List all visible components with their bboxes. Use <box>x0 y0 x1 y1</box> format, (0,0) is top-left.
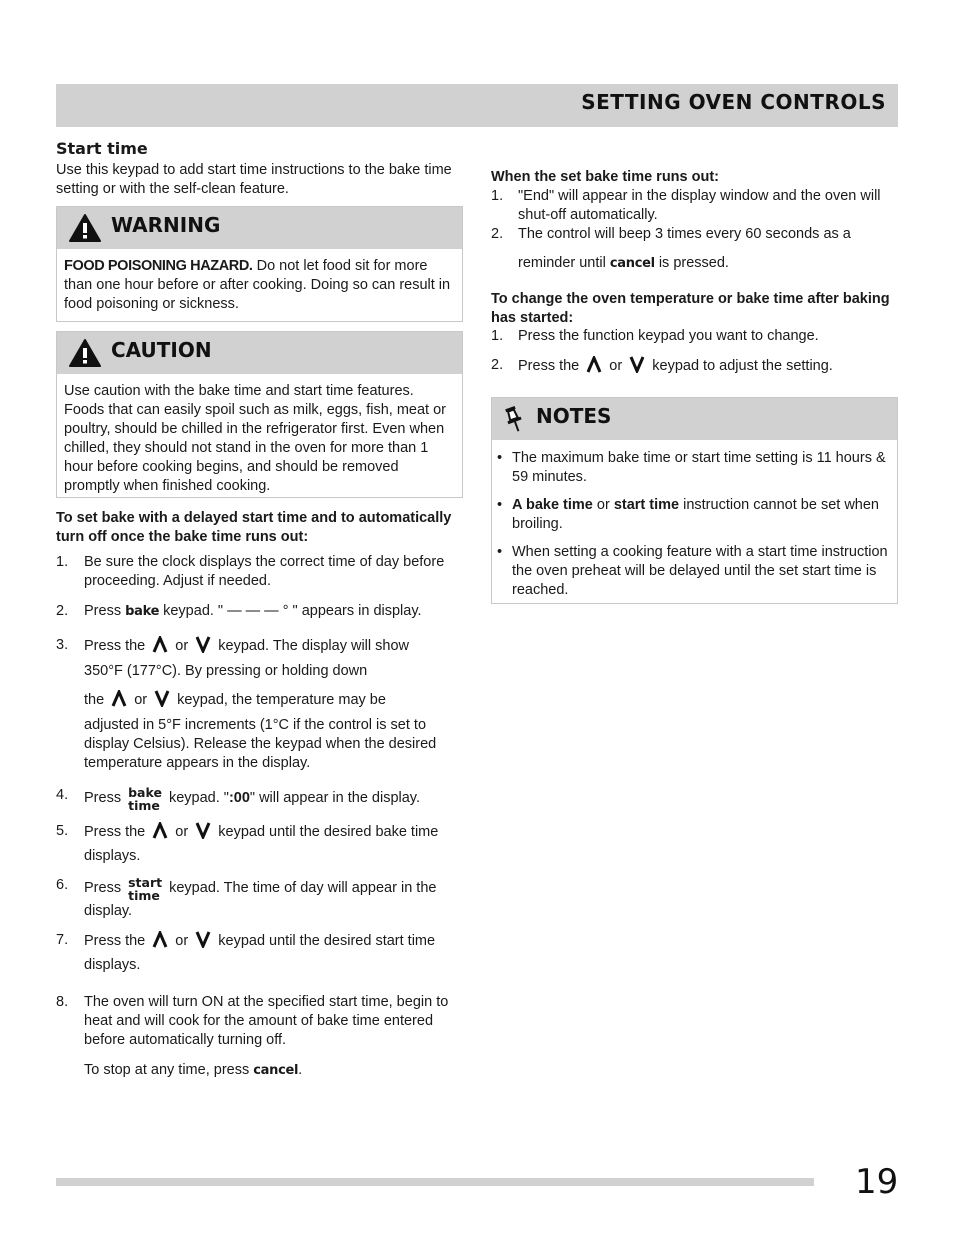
step-number: 1. <box>491 328 504 344</box>
bullet: • <box>497 497 503 513</box>
step-text-part: or <box>171 638 193 654</box>
step-number: 6. <box>56 877 69 893</box>
stop-text: To stop at any time, press <box>84 1062 254 1078</box>
step-text-part: " will appear in the display. <box>249 790 421 806</box>
key-label-line: time <box>128 798 160 813</box>
step-number: 1. <box>491 188 504 204</box>
stop-instruction <box>84 1061 302 1080</box>
bake-key: bake <box>125 604 160 619</box>
step-text-part: Press <box>84 603 126 619</box>
note-text-bold: A bake time <box>512 497 593 513</box>
warning-triangle-icon <box>69 213 101 243</box>
section-title: SETTING OVEN CONTROLS <box>581 90 886 114</box>
up-arrow-icon <box>111 690 127 707</box>
step-text-part: Press the <box>84 824 150 840</box>
step-number: 2. <box>491 357 504 373</box>
step-text-part: or <box>171 824 193 840</box>
note-text-bold: start time <box>613 497 680 513</box>
step-number: 8. <box>56 994 69 1010</box>
step-text-part: keypad. The time of day will appear in the <box>165 880 437 896</box>
step-text-line: display. <box>84 903 133 919</box>
start-time-intro: Use this keypad to add start time instructions to the bake time setting or with the self-clean feature. <box>56 162 452 197</box>
notes-header <box>492 398 897 440</box>
bullet: • <box>497 544 503 560</box>
change-step-1 <box>491 327 891 346</box>
change-heading: To change the oven temperature or bake time after baking has started: <box>491 291 890 326</box>
step-text-line: displays. <box>84 957 141 973</box>
step-number: 2. <box>56 603 69 619</box>
step-text-part: keypad. " <box>164 790 229 806</box>
note-item <box>492 543 889 600</box>
step-text <box>84 786 466 812</box>
note-text: instruction cannot be set when broiling. <box>512 497 879 532</box>
notes-box <box>491 397 898 604</box>
notes-title: NOTES <box>536 404 612 428</box>
section-header-bar <box>56 84 898 127</box>
step-number: 1. <box>56 554 69 570</box>
down-arrow-icon <box>195 931 211 948</box>
step-text-part: keypad, the temperature may be <box>173 692 386 708</box>
step-number: 4. <box>56 787 69 803</box>
step-text-part: reminder until <box>518 255 610 271</box>
step-number: 2. <box>491 226 504 242</box>
step-text-part: the <box>84 692 109 708</box>
runs-out-step-2 <box>491 225 891 273</box>
step-text-part: or <box>605 358 627 374</box>
step-text-line: adjusted in 5°F increments (1°C if the control is set to display Celsius). Release the keypad when the desired temperature appears in the display. <box>84 717 437 771</box>
cancel-key: cancel <box>609 256 655 271</box>
warning-title: WARNING <box>111 213 221 237</box>
step-text-part: or <box>171 933 193 949</box>
procedure-heading: To set bake with a delayed start time and to automatically turn off once the bake time runs out: <box>56 510 452 545</box>
step-1 <box>56 553 466 591</box>
step-text-part: keypad to adjust the setting. <box>648 358 833 374</box>
step-5 <box>56 822 466 866</box>
step-text-part: or <box>130 692 152 708</box>
step-4 <box>56 786 466 812</box>
step-3 <box>56 636 466 773</box>
step-text-bold: :00 <box>228 790 250 806</box>
step-number: 7. <box>56 932 69 948</box>
step-text <box>518 225 891 273</box>
down-arrow-icon <box>629 356 645 373</box>
caution-triangle-icon <box>69 338 101 368</box>
step-text-part: Press <box>84 880 126 896</box>
caution-body: Use caution with the bake time and start time features. Foods that can easily spoil such as milk, eggs, fish, meat or poultry, should be chilled in the refrigerator first. Even when chilled, they should not stand in the oven for more than 1 hour before cooking begins, and should be removed promptly when finished cooking. <box>64 383 447 494</box>
step-text <box>518 356 891 376</box>
caution-title: CAUTION <box>111 338 212 362</box>
step-text: The oven will turn ON at the specified start time, begin to heat and will cook for the amount of bake time entered before automatically turning off. <box>84 994 449 1048</box>
notes-list <box>492 440 897 600</box>
key-label-line: time <box>128 888 160 903</box>
step-7 <box>56 931 466 975</box>
runs-out-step-1 <box>491 187 891 225</box>
runs-out-heading: When the set bake time runs out: <box>491 169 719 185</box>
note-text: or <box>592 497 614 513</box>
note-item <box>492 449 889 487</box>
key-label-line: bake <box>128 785 162 800</box>
warning-text: Do not let food sit for more than one hour before or after cooking. Doing so can result in food poisoning or sickness. <box>64 258 451 312</box>
caution-box <box>56 331 463 498</box>
step-text <box>84 931 466 975</box>
caution-header <box>57 332 462 374</box>
step-6 <box>56 876 466 921</box>
step-text-line: displays. <box>84 848 141 864</box>
step-text-part: Press the <box>84 933 150 949</box>
step-text-part: Press the <box>84 638 150 654</box>
pushpin-icon <box>503 405 525 433</box>
step-text-part: keypad until the desired bake time <box>214 824 439 840</box>
warning-box <box>56 206 463 322</box>
step-text-line: 350°F (177°C). By pressing or holding down <box>84 663 368 679</box>
up-arrow-icon <box>152 636 168 653</box>
down-arrow-icon <box>154 690 170 707</box>
key-label-line: start <box>128 875 163 890</box>
note-text: When setting a cooking feature with a start time instruction the oven preheat will be delayed until the set start time is reached. <box>512 544 888 598</box>
bake-time-key <box>128 786 162 812</box>
step-number: 3. <box>56 637 69 653</box>
step-text <box>84 876 466 921</box>
page-number: 19 <box>855 1162 899 1202</box>
up-arrow-icon <box>586 356 602 373</box>
start-time-key <box>128 876 162 902</box>
step-text-part: keypad. The display will show <box>214 638 410 654</box>
down-arrow-icon <box>195 636 211 653</box>
warning-lead: FOOD POISONING HAZARD. <box>64 258 253 274</box>
warning-body <box>57 249 462 320</box>
change-step-2 <box>491 356 891 376</box>
down-arrow-icon <box>195 822 211 839</box>
step-8 <box>56 993 466 1050</box>
footer-bar <box>56 1178 814 1186</box>
start-time-heading: Start time <box>56 139 148 158</box>
note-text: The maximum bake time or start time setting is 11 hours & 59 minutes. <box>512 450 886 485</box>
step-text-part: keypad until the desired start time <box>214 933 436 949</box>
step-text-line: The control will beep 3 times every 60 seconds as a <box>518 226 851 242</box>
step-text-part: Press <box>84 790 126 806</box>
step-text-part: keypad. " — — — ° " appears in display. <box>159 603 422 619</box>
step-text: Press the function keypad you want to change. <box>518 328 819 344</box>
step-text <box>84 822 466 866</box>
stop-text: . <box>298 1062 303 1078</box>
step-number: 5. <box>56 823 69 839</box>
step-text <box>84 602 466 621</box>
bullet: • <box>497 450 503 466</box>
step-2 <box>56 602 466 621</box>
cancel-key: cancel <box>253 1063 299 1078</box>
step-text <box>84 636 466 773</box>
up-arrow-icon <box>152 931 168 948</box>
up-arrow-icon <box>152 822 168 839</box>
note-item <box>492 496 889 534</box>
step-text-part: is pressed. <box>654 255 729 271</box>
warning-header <box>57 207 462 249</box>
step-text: Be sure the clock displays the correct time of day before proceeding. Adjust if needed. <box>84 554 445 589</box>
step-text-part: Press the <box>518 358 584 374</box>
step-text: "End" will appear in the display window and the oven will shut-off automatically. <box>518 188 881 223</box>
